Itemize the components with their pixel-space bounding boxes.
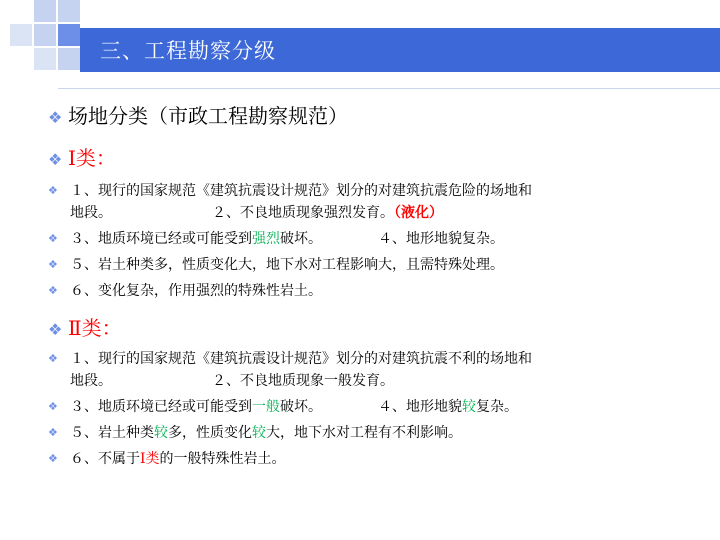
list-item-continuation: 地段。 ２、不良地质现象强烈发育。（液化）	[70, 205, 443, 221]
list-item: ❖ ３、地质环境已经或可能受到强烈破坏。 ４、地形地貌复杂。	[48, 228, 676, 250]
diamond-bullet-icon: ❖	[48, 150, 63, 169]
heading-site-classification: ❖ 场地分类（市政工程勘察规范）	[48, 104, 348, 128]
decorative-squares	[0, 0, 90, 90]
diamond-bullet-icon: ❖	[48, 352, 58, 365]
diamond-bullet-icon: ❖	[48, 452, 58, 465]
diamond-bullet-icon: ❖	[48, 426, 58, 439]
list-item: ❖ ６、变化复杂，作用强烈的特殊性岩土。	[48, 280, 676, 302]
title-divider	[58, 88, 720, 89]
list-item: ❖ ５、岩土种类较多，性质变化较大，地下水对工程有不利影响。	[48, 422, 676, 444]
list-item: ❖ ６、不属于Ⅰ类的一般特殊性岩土。	[48, 448, 676, 470]
diamond-bullet-icon: ❖	[48, 258, 58, 271]
heading-class-2: ❖ Ⅱ类：	[48, 316, 122, 340]
heading-class-1: ❖ Ⅰ类：	[48, 146, 116, 170]
list-item: ❖ １、现行的国家规范《建筑抗震设计规范》划分的对建筑抗震危险的场地和	[48, 180, 676, 202]
diamond-bullet-icon: ❖	[48, 284, 58, 297]
diamond-bullet-icon: ❖	[48, 320, 63, 339]
list-item: ❖ １、现行的国家规范《建筑抗震设计规范》划分的对建筑抗震不利的场地和	[48, 348, 676, 370]
title-bar	[80, 28, 720, 72]
list-item: ❖ ３、地质环境已经或可能受到一般破坏。 ４、地形地貌较复杂。	[48, 396, 676, 418]
list-item: ❖ ５、岩土种类多，性质变化大，地下水对工程影响大，且需特殊处理。	[48, 254, 676, 276]
diamond-bullet-icon: ❖	[48, 108, 63, 127]
slide-title: 三、工程勘察分级	[100, 39, 276, 63]
diamond-bullet-icon: ❖	[48, 184, 58, 197]
diamond-bullet-icon: ❖	[48, 400, 58, 413]
diamond-bullet-icon: ❖	[48, 232, 58, 245]
list-item-continuation: 地段。 ２、不良地质现象一般发育。	[70, 373, 394, 389]
